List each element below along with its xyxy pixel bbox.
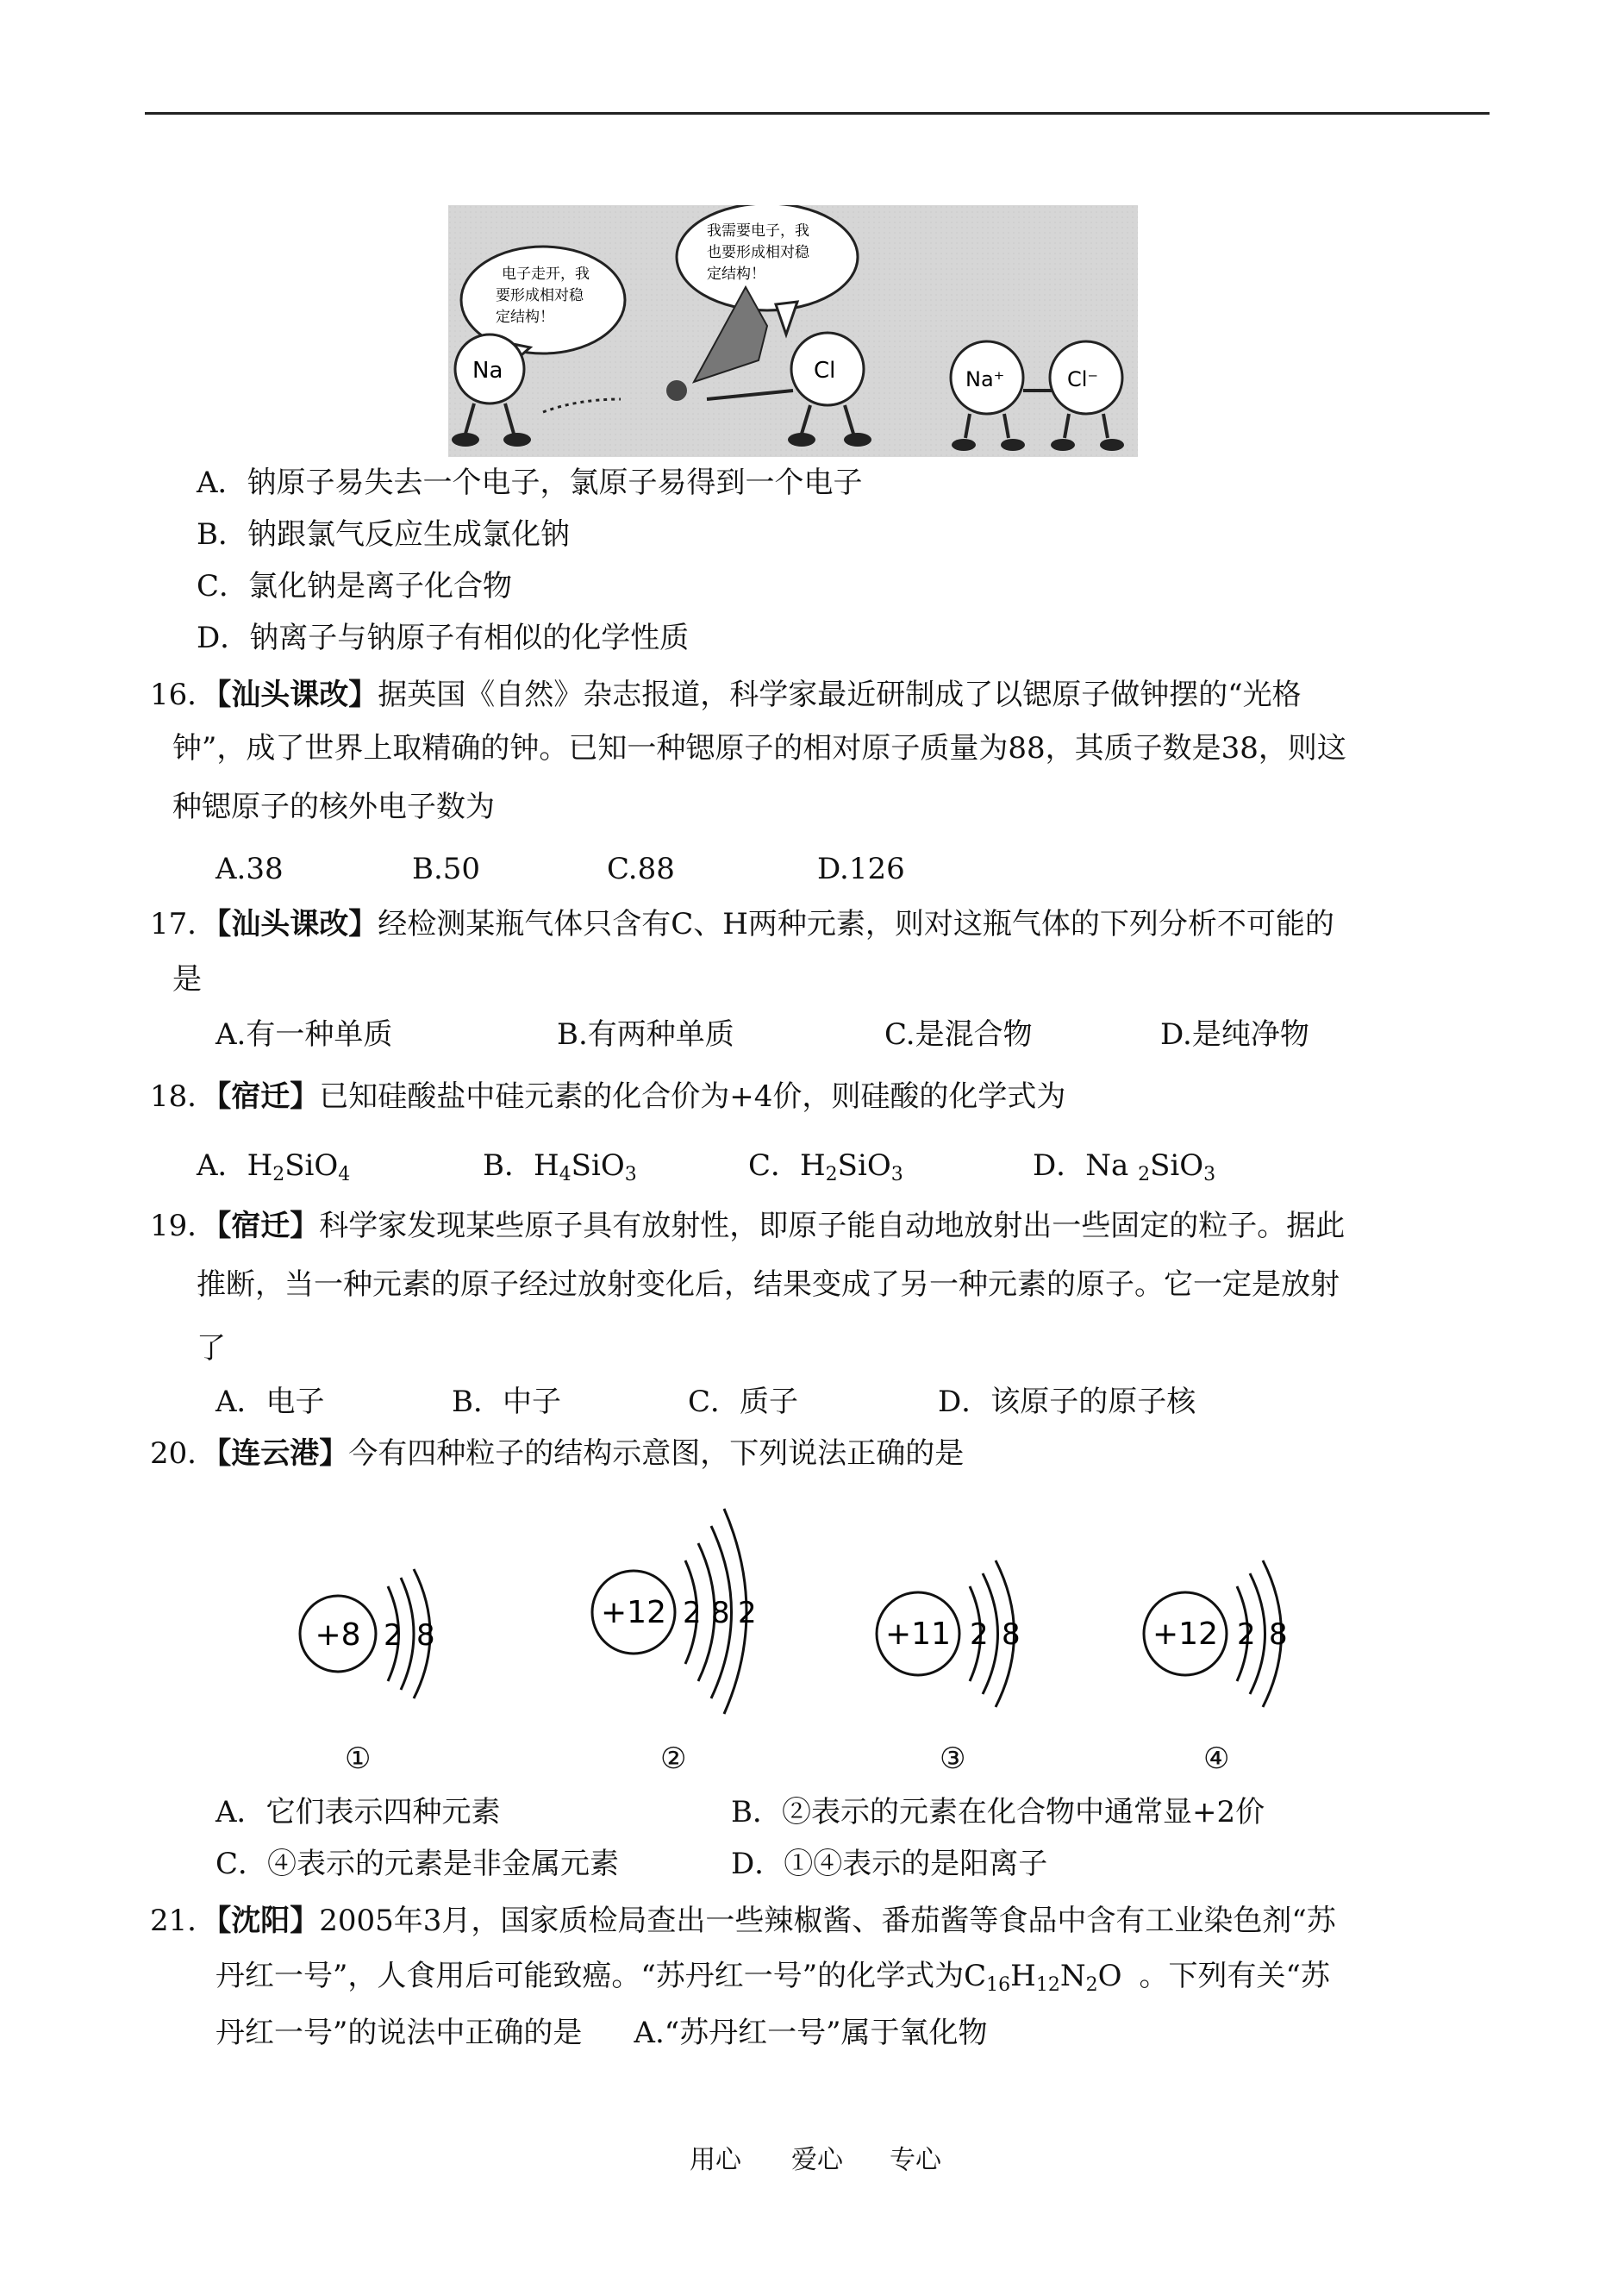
q15-option-c: C．氯化钠是离子化合物: [197, 569, 513, 603]
q18-source: 【宿迁】: [216, 1079, 320, 1114]
atom-diagram-4: [1138, 1535, 1310, 1724]
q17-option-b: B.有两种单质: [557, 1017, 734, 1052]
q17-source: 【汕头课改】: [216, 907, 378, 941]
q18-number: 18．: [150, 1079, 217, 1114]
q21-stem-line3: 丹红一号”的说法中正确的是 A.“苏丹红一号”属于氧化物: [215, 2016, 988, 2050]
atom2-shell1: 2: [683, 1596, 702, 1630]
q17-stem-line1: [150, 905, 1334, 943]
atom2-shell2: 8: [711, 1596, 730, 1630]
q20-option-b: B．②表示的元素在化合物中通常显+2价: [731, 1795, 1265, 1829]
atom2-nucleus: +12: [601, 1595, 666, 1630]
q17-option-d: D.是纯净物: [1160, 1017, 1309, 1052]
footer-item-2: 爱心: [791, 2145, 843, 2175]
atom1-shell1: 2: [384, 1618, 403, 1653]
q19-option-a: A．电子: [215, 1385, 325, 1419]
q16-stem-line1: [150, 676, 1302, 714]
q15-option-d: D．钠离子与钠原子有相似的化学性质: [197, 621, 690, 655]
q19-number: 19．: [150, 1209, 217, 1243]
q18-stem: [150, 1078, 1065, 1116]
q21-text1: 2005年3月，国家质检局查出一些辣椒酱、番茄酱等食品中含有工业染色剂“苏: [319, 1904, 1336, 1938]
q21-number: 21．: [150, 1904, 217, 1938]
atom3-nucleus: +11: [885, 1617, 951, 1652]
q20-number: 20．: [150, 1436, 217, 1471]
cl-label: Cl: [814, 358, 836, 384]
q20-text: 今有四种粒子的结构示意图，下列说法正确的是: [348, 1436, 965, 1471]
q16-option-a: A.38: [215, 852, 284, 886]
na-label: Na: [472, 358, 503, 384]
atom4-shell2: 8: [1269, 1617, 1288, 1652]
q18-option-a: A．$H_2SiO_4$: [197, 1148, 351, 1185]
footer-item-3: 专心: [890, 2145, 941, 2175]
q21-source: 【沈阳】: [216, 1904, 320, 1938]
q16-text1: 据英国《自然》杂志报道，科学家最近研制成了以锶原子做钟摆的“光格: [378, 678, 1302, 712]
q19-stem-line3: 了: [197, 1331, 226, 1366]
q15-option-a: A．钠原子易失去一个电子，氯原子易得到一个电子: [197, 466, 863, 500]
q19-option-c: C．质子: [688, 1385, 799, 1419]
q16-number: 16．: [150, 678, 217, 712]
q16-option-d: D.126: [817, 852, 905, 886]
atom-diagram-1: [293, 1543, 457, 1724]
bubble1-line3: 定结构！: [496, 309, 554, 326]
bubble1-line1: 电子走开，我: [502, 266, 590, 283]
q16-stem-line2: 钟”，成了世界上取精确的钟。已知一种锶原子的相对原子质量为88，其质子数是38，则这: [172, 731, 1346, 766]
q15-option-b: B．钠跟氯气反应生成氯化钠: [197, 517, 570, 552]
atom1-shell2: 8: [416, 1618, 435, 1653]
bubble2-line3: 定结构！: [707, 266, 765, 283]
atom-marker-1: ①: [345, 1742, 372, 1776]
q17-number: 17．: [150, 907, 217, 941]
q17-text1: 经检测某瓶气体只含有C、H两种元素，则对这瓶气体的下列分析不可能的: [378, 907, 1334, 941]
q19-text1: 科学家发现某些原子具有放射性，即原子能自动地放射出一些固定的粒子。据此: [319, 1209, 1346, 1243]
header-rule: [145, 112, 1490, 115]
q18-text: 已知硅酸盐中硅元素的化合价为+4价，则硅酸的化学式为: [319, 1079, 1066, 1114]
q17-option-a: A.有一种单质: [215, 1017, 393, 1052]
q21-option-a: A.“苏丹红一号”属于氧化物: [634, 2016, 988, 2050]
atom4-shell1: 2: [1237, 1617, 1256, 1652]
atom1-nucleus: +8: [315, 1617, 361, 1653]
q20-option-d: D．①④表示的是阳离子: [731, 1847, 1048, 1881]
q19-stem-line1: [150, 1207, 1345, 1245]
atom-marker-3: ③: [940, 1742, 966, 1776]
sudan-formula: $C_{16}H_{12}N_2O$: [964, 1959, 1122, 1996]
bubble2-line2: 也要形成相对稳: [707, 244, 809, 261]
atom-diagram-2: [586, 1491, 767, 1716]
footer-item-1: 用心: [690, 2145, 741, 2175]
q20-option-c: C．④表示的元素是非金属元素: [215, 1847, 620, 1881]
atom-diagram-3: [871, 1535, 1043, 1724]
q17-option-c: C.是混合物: [884, 1017, 1033, 1052]
q19-source: 【宿迁】: [216, 1209, 320, 1243]
q20-option-a: A．它们表示四种元素: [215, 1795, 501, 1829]
q20-source: 【连云港】: [216, 1436, 349, 1471]
atom2-shell3: 2: [738, 1596, 757, 1630]
ionic-bond-cartoon: [448, 205, 1138, 457]
q19-option-b: B．中子: [452, 1385, 561, 1419]
bubble1-line2: 要形成相对稳: [496, 287, 584, 304]
atom-marker-4: ④: [1203, 1742, 1230, 1776]
bubble2-line1: 我需要电子，我: [707, 222, 809, 240]
cl-ion-label: Cl⁻: [1067, 367, 1099, 391]
q17-stem-line2: 是: [172, 962, 202, 997]
q21-stem-line1: [150, 1902, 1336, 1940]
q18-option-c: C．$H_2SiO_3$: [748, 1148, 903, 1185]
q21-stem-line2: 丹红一号”，人食用后可能致癌。“苏丹红一号”的化学式为$C_{16}H_{12}N_2O$ 。下列有关“苏: [215, 1959, 1330, 1996]
atom-marker-2: ②: [660, 1742, 687, 1776]
q20-stem: [150, 1435, 964, 1473]
na-ion-label: Na⁺: [965, 367, 1005, 391]
q18-option-b: B．$H_4SiO_3$: [483, 1148, 637, 1185]
atom3-shell1: 2: [970, 1617, 989, 1652]
q16-source: 【汕头课改】: [216, 678, 378, 712]
q18-option-d: D．Na $_2$SiO$_3$: [1033, 1148, 1216, 1185]
q16-option-b: B.50: [412, 852, 481, 886]
q16-option-c: C.88: [607, 852, 675, 886]
atom4-nucleus: +12: [1152, 1617, 1218, 1652]
q16-stem-line3: 种锶原子的核外电子数为: [172, 790, 495, 824]
q19-stem-line2: 推断，当一种元素的原子经过放射变化后，结果变成了另一种元素的原子。它一定是放射: [197, 1267, 1340, 1302]
q19-option-d: D．该原子的原子核: [938, 1385, 1196, 1419]
atom3-shell2: 8: [1002, 1617, 1021, 1652]
